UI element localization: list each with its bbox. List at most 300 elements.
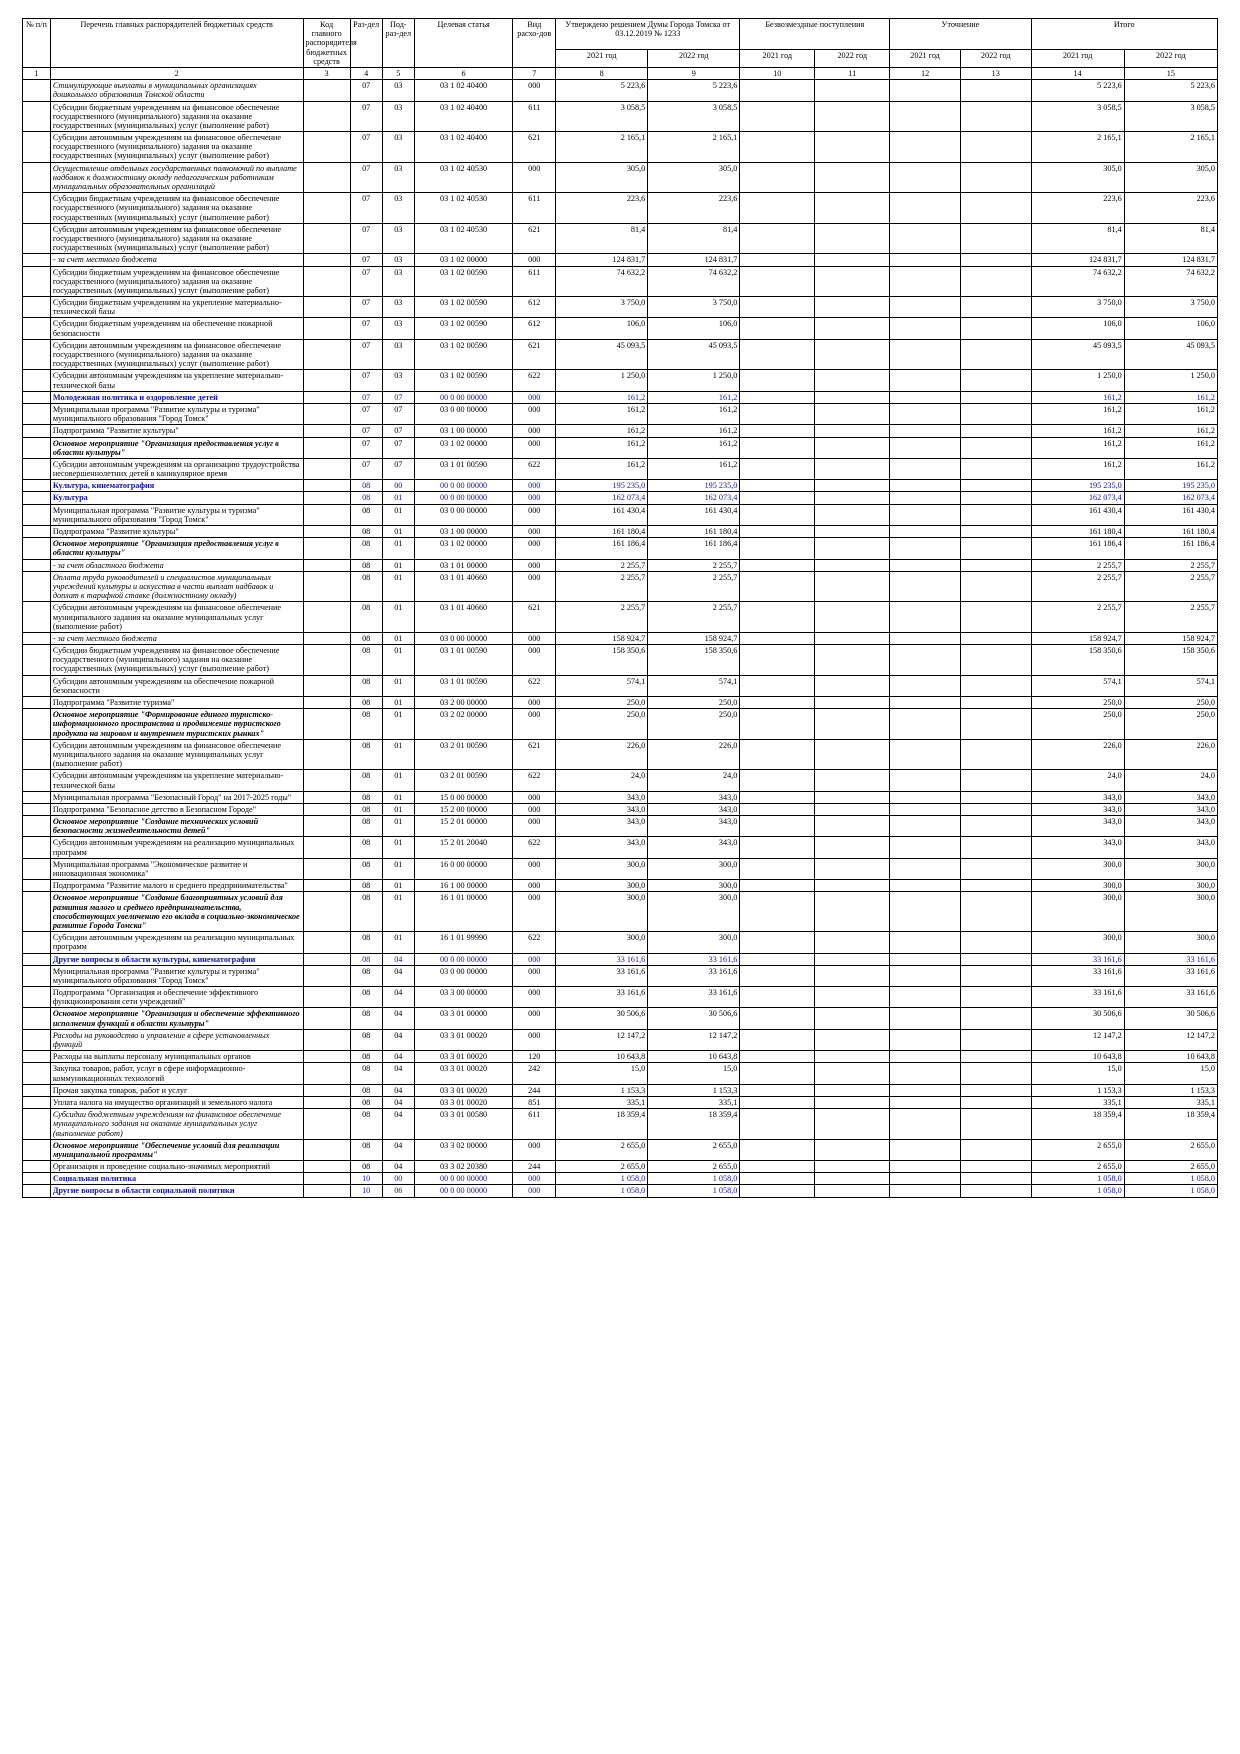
cell-approved-2021: 10 643,8 — [556, 1051, 648, 1063]
cell-name: Основное мероприятие "Создание благоприятных условий для развития малого и среднего предпринимательства, способствующих увеличению его вклада в социально-экономическое развитие Города Томска" — [50, 892, 303, 932]
cell-clarify-2022 — [960, 880, 1031, 892]
cell-podrazdel: 03 — [382, 339, 414, 370]
cell-clarify-2022 — [960, 675, 1031, 696]
cell-vid: 000 — [513, 697, 556, 709]
cell-clarify-2022 — [960, 403, 1031, 424]
cell-clarify-2021 — [890, 403, 961, 424]
cell-total-2021: 343,0 — [1031, 791, 1124, 803]
cell-name: Субсидии бюджетным учреждениям на обеспечение пожарной безопасности — [50, 318, 303, 339]
cell-approved-2022: 343,0 — [648, 803, 740, 815]
cell-razdel: 08 — [350, 932, 382, 953]
cell-free-2021 — [740, 1063, 815, 1084]
cell-clarify-2022 — [960, 697, 1031, 709]
cell-clarify-2022 — [960, 425, 1031, 437]
cell-name: Молодежная политика и оздоровление детей — [50, 391, 303, 403]
cell-code — [303, 770, 350, 791]
cell-podrazdel: 01 — [382, 645, 414, 676]
cell-code — [303, 504, 350, 525]
table-row — [23, 932, 1218, 953]
table-header — [23, 19, 1218, 80]
cell-target: 03 1 01 00590 — [414, 458, 513, 479]
cell-target: 00 0 00 00000 — [414, 480, 513, 492]
cell-name: Субсидии автономным учреждениям на финансовое обеспечение муниципального задания на оказание муниципальных услуг (выполнение работ) — [50, 602, 303, 633]
cell-approved-2021: 12 147,2 — [556, 1029, 648, 1050]
cell-free-2021 — [740, 645, 815, 676]
cell-approved-2021: 124 831,7 — [556, 254, 648, 266]
cell-podrazdel: 01 — [382, 880, 414, 892]
cell-total-2021: 30 506,6 — [1031, 1008, 1124, 1029]
colnum: 4 — [350, 67, 382, 79]
cell-vid: 000 — [513, 816, 556, 837]
cell-target: 03 2 00 00000 — [414, 697, 513, 709]
cell-approved-2022: 300,0 — [648, 880, 740, 892]
cell-vid: 000 — [513, 709, 556, 740]
cell-razdel: 08 — [350, 538, 382, 559]
cell-podrazdel: 04 — [382, 987, 414, 1008]
cell-total-2021: 161,2 — [1031, 391, 1124, 403]
cell-name: Субсидии бюджетным учреждениям на финансовое обеспечение государственного (муниципального) задания на оказание государственных (муниципальных) услуг (выполнение работ) — [50, 266, 303, 297]
cell-name: Субсидии автономным учреждениям на укрепление материально-технической базы — [50, 770, 303, 791]
cell-clarify-2022 — [960, 1173, 1031, 1185]
cell-podrazdel: 00 — [382, 480, 414, 492]
cell-name: Основное мероприятие "Формирование единого туристско-информационного пространства и продвижение туристского продукта на мировом и внутреннем туристских рынках" — [50, 709, 303, 740]
cell-target: 00 0 00 00000 — [414, 492, 513, 504]
cell-clarify-2022 — [960, 526, 1031, 538]
cell-name: Муниципальная программа "Развитие культуры и туризма" муниципального образования "Город Томск" — [50, 504, 303, 525]
cell-approved-2022: 1 153,3 — [648, 1084, 740, 1096]
cell-total-2022: 300,0 — [1124, 858, 1217, 879]
cell-total-2022: 300,0 — [1124, 932, 1217, 953]
cell-free-2022 — [815, 425, 890, 437]
cell-clarify-2021 — [890, 803, 961, 815]
cell-total-2022: 3 058,5 — [1124, 101, 1217, 132]
cell-approved-2022: 335,1 — [648, 1096, 740, 1108]
cell-clarify-2021 — [890, 770, 961, 791]
cell-clarify-2022 — [960, 1008, 1031, 1029]
cell-podrazdel: 01 — [382, 858, 414, 879]
cell-free-2022 — [815, 132, 890, 163]
cell-name: Уплата налога на имущество организаций и земельного налога — [50, 1096, 303, 1108]
cell-total-2021: 33 161,6 — [1031, 965, 1124, 986]
cell-free-2022 — [815, 458, 890, 479]
cell-total-2021: 223,6 — [1031, 193, 1124, 224]
cell-razdel: 08 — [350, 803, 382, 815]
cell-name: - за счет местного бюджета — [50, 254, 303, 266]
cell-total-2021: 343,0 — [1031, 837, 1124, 858]
cell-code — [303, 538, 350, 559]
cell-approved-2022: 33 161,6 — [648, 987, 740, 1008]
cell-total-2022: 1 058,0 — [1124, 1185, 1217, 1197]
cell-podrazdel: 03 — [382, 132, 414, 163]
table-row — [23, 559, 1218, 571]
table-row — [23, 480, 1218, 492]
cell-no — [23, 538, 51, 559]
cell-vid: 000 — [513, 803, 556, 815]
table-row — [23, 132, 1218, 163]
cell-clarify-2021 — [890, 571, 961, 602]
cell-clarify-2021 — [890, 101, 961, 132]
cell-approved-2021: 3 058,5 — [556, 101, 648, 132]
cell-razdel: 07 — [350, 162, 382, 193]
cell-clarify-2021 — [890, 437, 961, 458]
cell-clarify-2022 — [960, 632, 1031, 644]
cell-free-2021 — [740, 837, 815, 858]
colnum: 1 — [23, 67, 51, 79]
cell-free-2022 — [815, 339, 890, 370]
cell-approved-2021: 2 255,7 — [556, 559, 648, 571]
table-row — [23, 816, 1218, 837]
cell-podrazdel: 03 — [382, 101, 414, 132]
table-row — [23, 837, 1218, 858]
cell-name: Основное мероприятие "Организация и обеспечение эффективного исполнения функций в области культуры" — [50, 1008, 303, 1029]
colnum: 12 — [890, 67, 961, 79]
cell-vid: 622 — [513, 837, 556, 858]
cell-no — [23, 1029, 51, 1050]
cell-razdel: 07 — [350, 437, 382, 458]
cell-code — [303, 1096, 350, 1108]
cell-name: Субсидии автономным учреждениям на обеспечение пожарной безопасности — [50, 675, 303, 696]
table-row — [23, 297, 1218, 318]
cell-code — [303, 1109, 350, 1140]
cell-no — [23, 932, 51, 953]
cell-podrazdel: 04 — [382, 1084, 414, 1096]
cell-podrazdel: 01 — [382, 559, 414, 571]
cell-approved-2021: 2 255,7 — [556, 571, 648, 602]
cell-total-2021: 226,0 — [1031, 739, 1124, 770]
colnum: 8 — [556, 67, 648, 79]
cell-clarify-2021 — [890, 254, 961, 266]
cell-free-2021 — [740, 697, 815, 709]
cell-total-2022: 161,2 — [1124, 425, 1217, 437]
cell-approved-2021: 226,0 — [556, 739, 648, 770]
cell-no — [23, 370, 51, 391]
cell-no — [23, 709, 51, 740]
cell-clarify-2022 — [960, 953, 1031, 965]
cell-clarify-2022 — [960, 318, 1031, 339]
cell-free-2021 — [740, 254, 815, 266]
cell-no — [23, 425, 51, 437]
cell-code — [303, 1063, 350, 1084]
cell-approved-2021: 161 180,4 — [556, 526, 648, 538]
cell-name: Организация и проведение социально-значимых мероприятий — [50, 1161, 303, 1173]
cell-name: Муниципальная программа "Развитие культуры и туризма" муниципального образования "Город Томск" — [50, 965, 303, 986]
cell-code — [303, 254, 350, 266]
cell-clarify-2022 — [960, 1161, 1031, 1173]
cell-target: 16 1 01 99990 — [414, 932, 513, 953]
cell-code — [303, 709, 350, 740]
cell-free-2021 — [740, 162, 815, 193]
cell-total-2022: 33 161,6 — [1124, 965, 1217, 986]
cell-clarify-2021 — [890, 1063, 961, 1084]
cell-no — [23, 1173, 51, 1185]
cell-razdel: 08 — [350, 837, 382, 858]
cell-vid: 611 — [513, 266, 556, 297]
cell-clarify-2022 — [960, 101, 1031, 132]
cell-total-2022: 195 235,0 — [1124, 480, 1217, 492]
cell-free-2022 — [815, 739, 890, 770]
cell-name: Субсидии бюджетным учреждениям на укрепление материально-технической базы — [50, 297, 303, 318]
cell-free-2021 — [740, 266, 815, 297]
cell-razdel: 10 — [350, 1173, 382, 1185]
cell-target: 03 3 02 20380 — [414, 1161, 513, 1173]
cell-approved-2021: 161,2 — [556, 458, 648, 479]
cell-total-2022: 250,0 — [1124, 709, 1217, 740]
cell-approved-2022: 2 655,0 — [648, 1139, 740, 1160]
cell-target: 00 0 00 00000 — [414, 391, 513, 403]
cell-free-2021 — [740, 880, 815, 892]
cell-total-2022: 335,1 — [1124, 1096, 1217, 1108]
cell-name: Основное мероприятие "Организация предоставления услуг в области культуры" — [50, 538, 303, 559]
cell-target: 00 0 00 00000 — [414, 1173, 513, 1185]
cell-total-2022: 161 180,4 — [1124, 526, 1217, 538]
cell-clarify-2022 — [960, 162, 1031, 193]
cell-total-2022: 343,0 — [1124, 816, 1217, 837]
cell-clarify-2022 — [960, 132, 1031, 163]
cell-approved-2022: 2 655,0 — [648, 1161, 740, 1173]
colnum: 10 — [740, 67, 815, 79]
cell-target: 15 2 01 20040 — [414, 837, 513, 858]
cell-name: Культура, кинематография — [50, 480, 303, 492]
cell-no — [23, 602, 51, 633]
cell-clarify-2021 — [890, 932, 961, 953]
cell-total-2022: 223,6 — [1124, 193, 1217, 224]
cell-clarify-2021 — [890, 193, 961, 224]
cell-total-2022: 12 147,2 — [1124, 1029, 1217, 1050]
cell-name: Основное мероприятие "Организация предоставления услуг в области культуры" — [50, 437, 303, 458]
cell-no — [23, 1063, 51, 1084]
cell-target: 03 0 00 00000 — [414, 632, 513, 644]
cell-approved-2022: 2 165,1 — [648, 132, 740, 163]
cell-approved-2022: 250,0 — [648, 709, 740, 740]
cell-approved-2022: 33 161,6 — [648, 965, 740, 986]
cell-code — [303, 1051, 350, 1063]
cell-approved-2021: 33 161,6 — [556, 965, 648, 986]
cell-no — [23, 697, 51, 709]
cell-total-2021: 300,0 — [1031, 932, 1124, 953]
cell-code — [303, 193, 350, 224]
cell-free-2022 — [815, 571, 890, 602]
cell-code — [303, 80, 350, 101]
cell-approved-2021: 30 506,6 — [556, 1008, 648, 1029]
cell-clarify-2022 — [960, 965, 1031, 986]
cell-target: 03 1 02 00000 — [414, 538, 513, 559]
cell-podrazdel: 01 — [382, 932, 414, 953]
cell-target: 03 2 01 00590 — [414, 770, 513, 791]
cell-total-2022: 161 430,4 — [1124, 504, 1217, 525]
header-group-total: Итого — [1031, 19, 1217, 50]
cell-clarify-2022 — [960, 223, 1031, 254]
cell-clarify-2021 — [890, 391, 961, 403]
table-row — [23, 739, 1218, 770]
cell-clarify-2022 — [960, 739, 1031, 770]
cell-approved-2021: 1 153,3 — [556, 1084, 648, 1096]
table-row — [23, 571, 1218, 602]
cell-clarify-2022 — [960, 559, 1031, 571]
cell-code — [303, 602, 350, 633]
cell-no — [23, 571, 51, 602]
cell-free-2022 — [815, 254, 890, 266]
cell-approved-2021: 3 750,0 — [556, 297, 648, 318]
table-body — [23, 80, 1218, 1198]
cell-total-2022: 1 250,0 — [1124, 370, 1217, 391]
cell-total-2021: 161,2 — [1031, 425, 1124, 437]
cell-approved-2022: 30 506,6 — [648, 1008, 740, 1029]
cell-vid: 621 — [513, 223, 556, 254]
cell-target: 03 1 00 00000 — [414, 425, 513, 437]
cell-code — [303, 953, 350, 965]
cell-clarify-2021 — [890, 1139, 961, 1160]
cell-no — [23, 791, 51, 803]
cell-code — [303, 697, 350, 709]
cell-target: 16 0 00 00000 — [414, 858, 513, 879]
table-row — [23, 101, 1218, 132]
cell-podrazdel: 07 — [382, 425, 414, 437]
cell-approved-2022: 81,4 — [648, 223, 740, 254]
header-total-2022: 2022 год — [1124, 50, 1217, 68]
cell-clarify-2021 — [890, 132, 961, 163]
cell-no — [23, 403, 51, 424]
cell-vid: 000 — [513, 526, 556, 538]
cell-clarify-2022 — [960, 1139, 1031, 1160]
cell-free-2022 — [815, 266, 890, 297]
cell-razdel: 08 — [350, 632, 382, 644]
cell-code — [303, 675, 350, 696]
table-row — [23, 162, 1218, 193]
cell-free-2022 — [815, 403, 890, 424]
cell-vid: 000 — [513, 1173, 556, 1185]
table-row — [23, 953, 1218, 965]
table-row — [23, 492, 1218, 504]
cell-target: 15 2 01 00000 — [414, 816, 513, 837]
cell-name: Закупка товаров, работ, услуг в сфере информационно-коммуникационных технологий — [50, 1063, 303, 1084]
cell-podrazdel: 01 — [382, 709, 414, 740]
cell-vid: 000 — [513, 571, 556, 602]
cell-podrazdel: 01 — [382, 571, 414, 602]
cell-clarify-2021 — [890, 880, 961, 892]
cell-vid: 621 — [513, 739, 556, 770]
cell-approved-2021: 161,2 — [556, 391, 648, 403]
cell-podrazdel: 01 — [382, 697, 414, 709]
cell-approved-2022: 161 180,4 — [648, 526, 740, 538]
cell-target: 03 3 02 00000 — [414, 1139, 513, 1160]
cell-razdel: 08 — [350, 1096, 382, 1108]
cell-razdel: 08 — [350, 526, 382, 538]
cell-clarify-2022 — [960, 858, 1031, 879]
cell-free-2021 — [740, 602, 815, 633]
cell-target: 03 1 01 00000 — [414, 559, 513, 571]
table-row — [23, 391, 1218, 403]
cell-clarify-2022 — [960, 1051, 1031, 1063]
cell-vid: 000 — [513, 80, 556, 101]
table-row — [23, 1063, 1218, 1084]
cell-code — [303, 791, 350, 803]
cell-no — [23, 837, 51, 858]
cell-total-2022: 343,0 — [1124, 791, 1217, 803]
cell-total-2021: 1 250,0 — [1031, 370, 1124, 391]
table-row — [23, 1051, 1218, 1063]
cell-free-2022 — [815, 1084, 890, 1096]
cell-podrazdel: 01 — [382, 632, 414, 644]
cell-clarify-2022 — [960, 254, 1031, 266]
table-row — [23, 791, 1218, 803]
cell-free-2022 — [815, 80, 890, 101]
cell-target: 03 1 01 40660 — [414, 571, 513, 602]
cell-clarify-2021 — [890, 370, 961, 391]
cell-razdel: 07 — [350, 370, 382, 391]
cell-total-2021: 300,0 — [1031, 858, 1124, 879]
cell-free-2021 — [740, 538, 815, 559]
cell-name: Субсидии автономным учреждениям на финансовое обеспечение муниципального задания на оказание муниципальных услуг (выполнение работ) — [50, 739, 303, 770]
cell-total-2022: 106,0 — [1124, 318, 1217, 339]
colnum: 3 — [303, 67, 350, 79]
table-row — [23, 770, 1218, 791]
cell-code — [303, 965, 350, 986]
cell-target: 03 3 01 00580 — [414, 1109, 513, 1140]
cell-free-2021 — [740, 932, 815, 953]
cell-total-2022: 158 350,6 — [1124, 645, 1217, 676]
cell-no — [23, 892, 51, 932]
cell-clarify-2022 — [960, 892, 1031, 932]
cell-no — [23, 987, 51, 1008]
cell-code — [303, 223, 350, 254]
table-row — [23, 1096, 1218, 1108]
table-row — [23, 602, 1218, 633]
cell-no — [23, 1051, 51, 1063]
cell-approved-2021: 33 161,6 — [556, 987, 648, 1008]
cell-approved-2022: 45 093,5 — [648, 339, 740, 370]
cell-approved-2021: 33 161,6 — [556, 953, 648, 965]
cell-total-2022: 162 073,4 — [1124, 492, 1217, 504]
cell-free-2021 — [740, 571, 815, 602]
cell-approved-2022: 343,0 — [648, 837, 740, 858]
cell-podrazdel: 04 — [382, 1063, 414, 1084]
cell-approved-2022: 300,0 — [648, 892, 740, 932]
cell-approved-2022: 250,0 — [648, 697, 740, 709]
cell-vid: 000 — [513, 254, 556, 266]
cell-total-2021: 45 093,5 — [1031, 339, 1124, 370]
cell-approved-2022: 106,0 — [648, 318, 740, 339]
cell-code — [303, 492, 350, 504]
table-row — [23, 1084, 1218, 1096]
cell-razdel: 07 — [350, 297, 382, 318]
cell-vid: 611 — [513, 1109, 556, 1140]
cell-clarify-2022 — [960, 770, 1031, 791]
cell-razdel: 07 — [350, 101, 382, 132]
cell-razdel: 08 — [350, 645, 382, 676]
cell-razdel: 08 — [350, 965, 382, 986]
table-row — [23, 223, 1218, 254]
cell-approved-2021: 250,0 — [556, 697, 648, 709]
cell-free-2022 — [815, 1096, 890, 1108]
cell-total-2022: 10 643,8 — [1124, 1051, 1217, 1063]
cell-clarify-2021 — [890, 816, 961, 837]
cell-free-2021 — [740, 803, 815, 815]
cell-clarify-2021 — [890, 297, 961, 318]
cell-free-2022 — [815, 816, 890, 837]
cell-code — [303, 266, 350, 297]
cell-target: 03 1 01 40660 — [414, 602, 513, 633]
cell-podrazdel: 01 — [382, 492, 414, 504]
cell-free-2021 — [740, 370, 815, 391]
cell-vid: 612 — [513, 318, 556, 339]
cell-free-2022 — [815, 965, 890, 986]
cell-total-2021: 158 350,6 — [1031, 645, 1124, 676]
cell-clarify-2021 — [890, 538, 961, 559]
cell-clarify-2021 — [890, 1161, 961, 1173]
cell-podrazdel: 01 — [382, 504, 414, 525]
cell-code — [303, 571, 350, 602]
cell-name: - за счет местного бюджета — [50, 632, 303, 644]
